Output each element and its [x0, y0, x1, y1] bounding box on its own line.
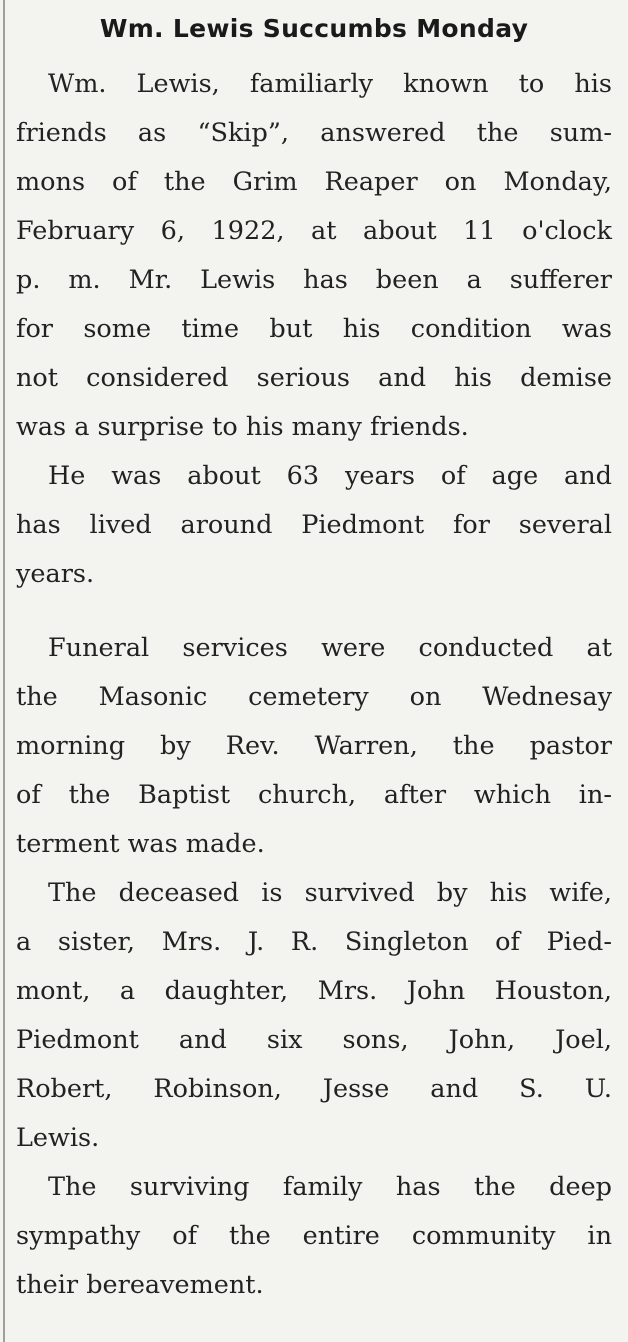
text-line: p. m. Mr. Lewis has been a sufferer [16, 265, 612, 295]
text-line: Robert, Robinson, Jesse and S. U. [16, 1074, 612, 1104]
paragraph-1 [16, 60, 612, 452]
text-line: He was about 63 years of age and [48, 461, 612, 491]
article-body [16, 60, 612, 1310]
text-line: friends as “Skip”, answered the sum- [16, 118, 612, 148]
text-line: The surviving family has the deep [48, 1172, 612, 1202]
text-line: a sister, Mrs. J. R. Singleton of Pied- [16, 927, 612, 957]
text-line: February 6, 1922, at about 11 o'clock [16, 216, 612, 246]
paragraph-2 [16, 452, 612, 599]
text-line: has lived around Piedmont for several [16, 510, 612, 540]
text-line: Piedmont and six sons, John, Joel, [16, 1025, 612, 1055]
text-line: morning by Rev. Warren, the pastor [16, 731, 612, 761]
article-headline: Wm. Lewis Succumbs Monday [99, 14, 529, 43]
text-line: the Masonic cemetery on Wednesay [16, 682, 612, 712]
paragraph-5 [16, 1163, 612, 1310]
text-line: The deceased is survived by his wife, [48, 878, 612, 908]
text-line: mons of the Grim Reaper on Monday, [16, 167, 612, 197]
text-line: sympathy of the entire community in [16, 1221, 612, 1251]
text-line: mont, a daughter, Mrs. John Houston, [16, 976, 612, 1006]
text-line: years. [16, 559, 95, 589]
text-line: of the Baptist church, after which in- [16, 780, 612, 810]
text-line: terment was made. [16, 829, 265, 859]
text-line: Wm. Lewis, familiarly known to his [48, 69, 612, 99]
text-line: not considered serious and his demise [16, 363, 612, 393]
text-line: Funeral services were conducted at [48, 633, 612, 663]
text-line: for some time but his condition was [16, 314, 612, 344]
paragraph-3 [16, 624, 612, 869]
text-line: their bereavement. [16, 1270, 264, 1300]
text-line: was a surprise to his many friends. [16, 412, 469, 442]
paragraph-4 [16, 869, 612, 1163]
column-rule [3, 0, 5, 1342]
text-line: Lewis. [16, 1123, 100, 1153]
